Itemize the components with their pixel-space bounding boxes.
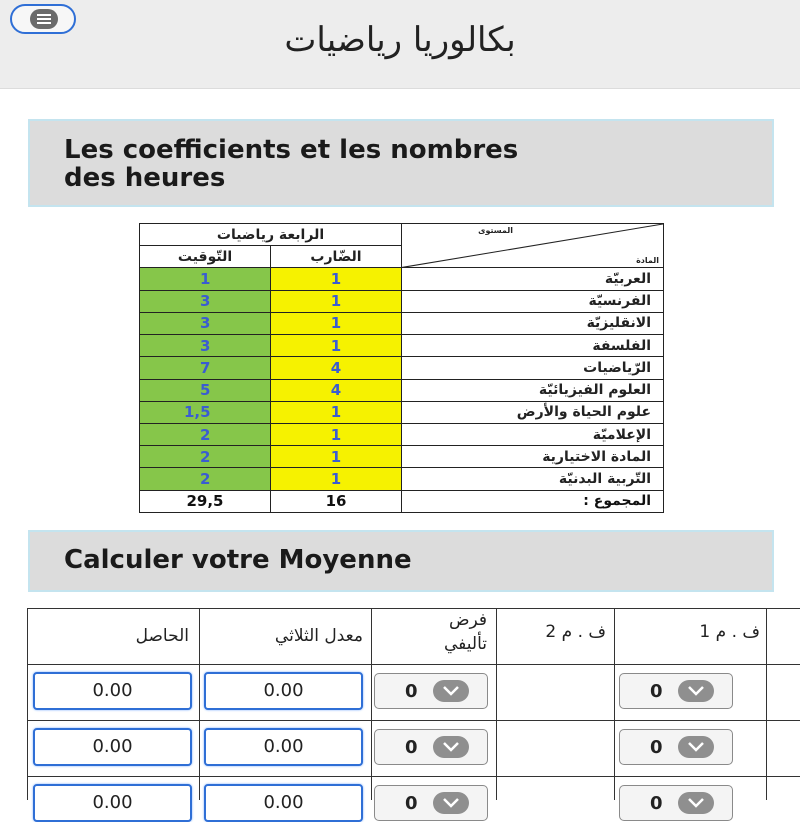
selected-value: 0: [405, 737, 418, 758]
synthesis-select[interactable]: [374, 729, 488, 765]
chevron-down-icon: [433, 680, 469, 702]
subject-cell: الرّياضيات: [402, 357, 664, 379]
control-test-1-header: ف . م 1: [699, 622, 760, 642]
subject-cell: العربيّة: [402, 268, 664, 290]
moyenne-section-header: [28, 530, 774, 592]
hours-column-header: التّوقيت: [140, 246, 271, 268]
moyenne-title: Calculer votre Moyenne: [64, 545, 412, 575]
total-label: المجموع :: [402, 490, 664, 512]
hours-cell: 2: [140, 446, 271, 468]
app-title: بكالوريا رياضيات: [284, 20, 516, 60]
result-field[interactable]: 0.00: [33, 672, 192, 710]
coef-cell: 4: [271, 357, 402, 379]
chevron-down-icon: [433, 792, 469, 814]
hours-cell: 1,5: [140, 401, 271, 423]
subject-cell: علوم الحياة والأرض: [402, 401, 664, 423]
trimester-average-header: معدل الثلاثي: [274, 626, 363, 646]
coef-column-header: الضّارب: [271, 246, 402, 268]
hours-cell: 3: [140, 290, 271, 312]
selected-value: 0: [650, 793, 663, 814]
control-test-2-header: ف . م 2: [545, 622, 606, 642]
hours-cell: 7: [140, 357, 271, 379]
table-row: [140, 468, 664, 490]
subject-cell: الفلسفة: [402, 335, 664, 357]
coefficients-title-line2: des heures: [64, 163, 226, 193]
coef-cell: 1: [271, 312, 402, 334]
result-field[interactable]: 0.00: [33, 728, 192, 766]
coefficients-title-line1: Les coefficients et les nombres: [64, 135, 519, 165]
table-row: [140, 290, 664, 312]
table-row: [140, 401, 664, 423]
synthesis-select[interactable]: [374, 673, 488, 709]
coefficients-section-header: [28, 119, 774, 207]
chevron-down-icon: [678, 736, 714, 758]
corner-subject-label: المادة: [636, 256, 660, 266]
subject-cell: المادة الاختيارية: [402, 446, 664, 468]
chevron-down-icon: [433, 736, 469, 758]
selected-value: 0: [650, 681, 663, 702]
level-header: الرابعة رياضيات: [140, 224, 402, 246]
coef-cell: 1: [271, 290, 402, 312]
coef-cell: 1: [271, 468, 402, 490]
hours-cell: 2: [140, 468, 271, 490]
corner-level-label: المستوى: [478, 226, 514, 235]
average-calculator-grid: [27, 608, 800, 814]
subject-cell: الانقليزيّة: [402, 312, 664, 334]
selected-value: 0: [405, 793, 418, 814]
subject-cell: الفرنسيّة: [402, 290, 664, 312]
hours-cell: 2: [140, 423, 271, 445]
table-row: [140, 312, 664, 334]
selected-value: 0: [650, 737, 663, 758]
app-header: [0, 0, 800, 89]
total-hours: 29,5: [140, 490, 271, 512]
hours-cell: 1: [140, 268, 271, 290]
result-column-header: الحاصل: [135, 626, 189, 646]
average-field[interactable]: 0.00: [204, 672, 363, 710]
total-row: [140, 490, 664, 512]
control1-select[interactable]: [619, 785, 733, 821]
hours-cell: 5: [140, 379, 271, 401]
hours-cell: 3: [140, 312, 271, 334]
chevron-down-icon: [678, 792, 714, 814]
coef-cell: 1: [271, 335, 402, 357]
coef-cell: 4: [271, 379, 402, 401]
subject-cell: الإعلاميّة: [402, 423, 664, 445]
result-field[interactable]: 0.00: [33, 784, 192, 822]
diagonal-line: [402, 224, 663, 267]
subject-cell: التّربية البدنيّة: [402, 468, 664, 490]
selected-value: 0: [405, 681, 418, 702]
table-row: [140, 379, 664, 401]
coef-cell: 1: [271, 268, 402, 290]
table-row: [140, 268, 664, 290]
control1-select[interactable]: [619, 729, 733, 765]
table-row: [140, 423, 664, 445]
chevron-down-icon: [678, 680, 714, 702]
synthesis-select[interactable]: [374, 785, 488, 821]
synthesis-test-header-line1: فرض: [448, 610, 487, 630]
total-coef: 16: [271, 490, 402, 512]
table-corner-cell: [402, 224, 664, 268]
average-field[interactable]: 0.00: [204, 784, 363, 822]
synthesis-test-header-line2: تأليفي: [444, 634, 487, 654]
coef-cell: 1: [271, 401, 402, 423]
table-row: [140, 446, 664, 468]
hours-cell: 3: [140, 335, 271, 357]
table-row: [140, 335, 664, 357]
subject-cell: العلوم الفيزيائيّة: [402, 379, 664, 401]
table-row: [140, 357, 664, 379]
coefficients-table: [139, 223, 664, 513]
average-field[interactable]: 0.00: [204, 728, 363, 766]
control1-select[interactable]: [619, 673, 733, 709]
coef-cell: 1: [271, 423, 402, 445]
coef-cell: 1: [271, 446, 402, 468]
